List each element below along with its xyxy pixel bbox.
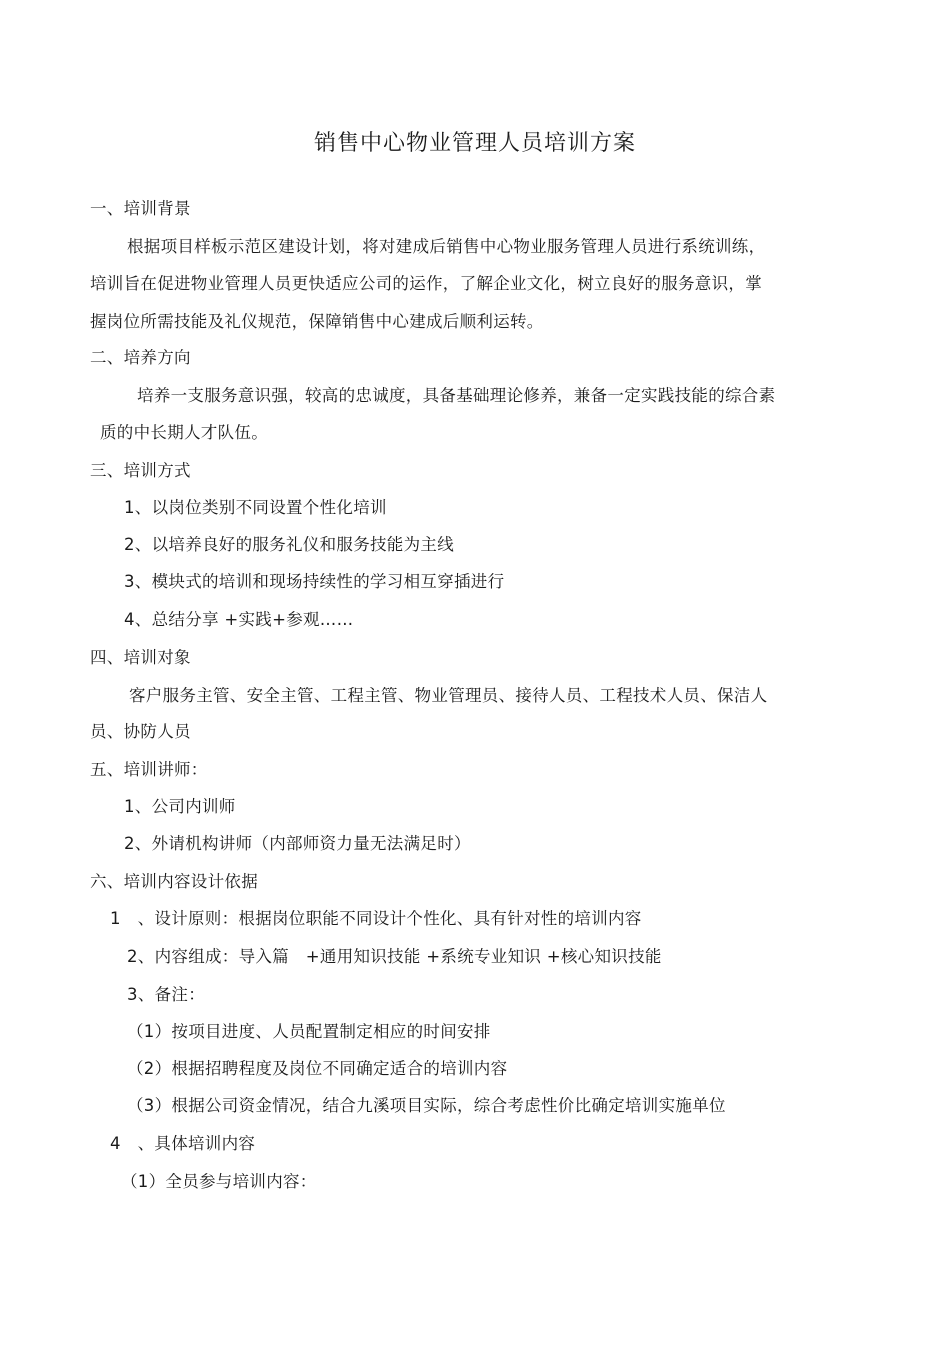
sub-list-item: （2）根据招聘程度及岗位不同确定适合的培训内容 (127, 1059, 508, 1078)
sub-list-item: （1）按项目进度、人员配置制定相应的时间安排 (127, 1022, 491, 1041)
paragraph-line: 培训旨在促进物业管理人员更快适应公司的运作，了解企业文化，树立良好的服务意识，掌 (90, 274, 762, 293)
section-heading-trainers: 五、培训讲师： (90, 760, 208, 779)
paragraph-line: 员、协防人员 (90, 722, 191, 741)
list-item: 1、以岗位类别不同设置个性化培训 (124, 498, 387, 517)
sub-list-item: （3）根据公司资金情况，结合九溪项目实际，综合考虑性价比确定培训实施单位 (127, 1096, 726, 1115)
paragraph-line: 质的中长期人才队伍。 (100, 423, 268, 442)
list-item: 4、总结分享 +实践+参观…… (124, 610, 354, 629)
list-item: 2、外请机构讲师（内部师资力量无法满足时） (124, 834, 471, 853)
paragraph-line: 根据项目样板示范区建设计划，将对建成后销售中心物业服务管理人员进行系统训练， (127, 237, 766, 256)
list-item: 3、备注： (127, 985, 205, 1004)
section-heading-background: 一、培训背景 (90, 199, 191, 218)
paragraph-line: 握岗位所需技能及礼仪规范，保障销售中心建成后顺利运转。 (90, 312, 544, 331)
list-item: 3、模块式的培训和现场持续性的学习相互穿插进行 (124, 572, 505, 591)
list-item: 1 、设计原则：根据岗位职能不同设计个性化、具有针对性的培训内容 (110, 909, 642, 928)
section-heading-method: 三、培训方式 (90, 461, 191, 480)
paragraph-line: 客户服务主管、安全主管、工程主管、物业管理员、接待人员、工程技术人员、保洁人 (129, 686, 768, 705)
list-item: 2、内容组成：导入篇 +通用知识技能 +系统专业知识 +核心知识技能 (127, 947, 662, 966)
section-heading-content-basis: 六、培训内容设计依据 (90, 872, 258, 891)
section-heading-audience: 四、培训对象 (90, 648, 191, 667)
list-item: 1、公司内训师 (124, 797, 236, 816)
sub-list-item: （1）全员参与培训内容： (121, 1172, 317, 1191)
page-title: 销售中心物业管理人员培训方案 (313, 131, 636, 156)
paragraph-line: 培养一支服务意识强，较高的忠诚度，具备基础理论修养，兼备一定实践技能的综合素 (137, 386, 776, 405)
list-item: 2、以培养良好的服务礼仪和服务技能为主线 (124, 535, 454, 554)
list-item: 4 、具体培训内容 (110, 1134, 256, 1153)
section-heading-direction: 二、培养方向 (90, 348, 191, 367)
